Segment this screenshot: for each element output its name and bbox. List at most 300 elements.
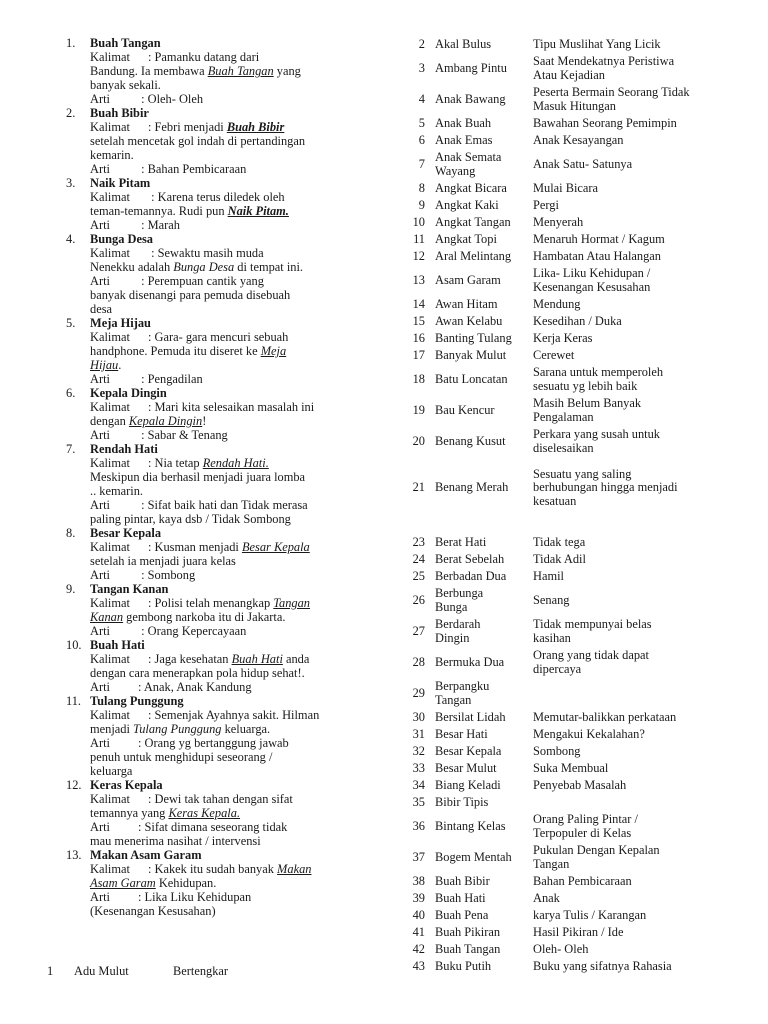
entry-title: Buah Bibir — [90, 106, 149, 120]
row-number: 28 — [412, 654, 425, 669]
entry-line — [90, 708, 380, 722]
entry-line — [90, 372, 380, 386]
row-meaning — [533, 728, 718, 742]
row-meaning — [533, 711, 718, 725]
row-number: 5 — [418, 115, 425, 130]
entry-text: yang — [273, 64, 301, 78]
entry-line — [90, 540, 380, 554]
row-number: 17 — [412, 347, 425, 362]
entry-title: Rendah Hati — [90, 442, 158, 456]
entry-text: gembong narkoba itu di Jakarta. — [123, 610, 286, 624]
entry-label: Arti — [90, 890, 110, 904]
row-meaning — [533, 943, 718, 957]
meaning-line: Menyerah — [533, 214, 584, 229]
term-line: Akal Bulus — [435, 36, 492, 51]
entry-text: di tempat ini. — [234, 260, 304, 274]
row-meaning — [533, 199, 718, 213]
row-meaning — [533, 468, 718, 509]
entry-label: Kalimat — [90, 246, 130, 260]
row-number: 6 — [418, 132, 425, 147]
row-number: 32 — [412, 743, 425, 758]
meaning-line: Pengalaman — [533, 409, 594, 424]
row-meaning — [533, 117, 718, 131]
entry-text: Bandung. Ia membawa — [90, 64, 208, 78]
meaning-line: dipercaya — [533, 661, 582, 676]
meaning-line: Atau Kejadian — [533, 67, 605, 82]
row-meaning — [533, 813, 718, 840]
entry-text: anda — [282, 652, 310, 666]
entry-line — [90, 148, 380, 162]
entry-label: Kalimat — [90, 120, 130, 134]
meaning-line: Kerja Keras — [533, 330, 593, 345]
row-number: 16 — [412, 330, 425, 345]
idiom-row — [400, 465, 768, 511]
entry-text: : Sabar & Tenang — [138, 428, 228, 442]
row-term — [435, 553, 531, 567]
row-term — [435, 93, 531, 107]
entry-text: : Orang yg bertanggung jawab — [138, 736, 289, 750]
entry-line — [90, 750, 380, 764]
term-line: Anak Emas — [435, 132, 493, 147]
entry-label: Kalimat — [90, 50, 130, 64]
term-line: Anak Semata — [435, 150, 502, 164]
entry-title: Bunga Desa — [90, 232, 153, 246]
idiom-row — [400, 330, 768, 347]
idiom-highlight: Bunga Desa — [173, 260, 235, 274]
entry-text: kemarin. — [90, 148, 134, 162]
row-number: 15 — [412, 313, 425, 328]
idiom-row — [400, 678, 768, 709]
entry-line — [90, 456, 380, 470]
entry-text: .. kemarin. — [90, 484, 143, 498]
row-term — [435, 117, 531, 131]
term-line: Benang Merah — [435, 480, 509, 495]
meaning-line: Mulai Bicara — [533, 180, 599, 195]
row-term — [435, 274, 531, 288]
idiom-row — [400, 197, 768, 214]
meaning-line: Anak Satu- Satunya — [533, 156, 633, 171]
entry-text: : Kakek itu sudah banyak — [148, 862, 278, 876]
idiom-table — [400, 36, 768, 975]
row-meaning — [533, 779, 718, 793]
entry-text: handphone. Pemuda itu diseret ke — [90, 344, 261, 358]
term-line: Tangan — [435, 692, 472, 707]
row-term — [435, 151, 531, 178]
idiom-row — [400, 647, 768, 678]
row-number: 27 — [412, 623, 425, 638]
meaning-line: Senang — [533, 592, 570, 607]
row-number: 31 — [412, 726, 425, 741]
row-meaning — [533, 267, 718, 294]
footer-row-meaning: Bertengkar — [173, 964, 229, 978]
meaning-line: Orang yang tidak dapat — [533, 648, 649, 662]
entry-title: Keras Kepala — [90, 778, 163, 792]
row-number: 12 — [412, 248, 425, 263]
entry-line — [90, 64, 380, 78]
entry-text: Kehidupan. — [155, 876, 217, 890]
term-line: Dingin — [435, 630, 470, 645]
entry-text: : Polisi telah menangkap — [148, 596, 274, 610]
meaning-line: Bahan Pembicaraan — [533, 873, 632, 888]
meaning-line: Bawahan Seorang Pemimpin — [533, 115, 677, 130]
entry-line — [90, 274, 380, 288]
entry-text: setelah mencetak gol indah di pertandingan — [90, 134, 306, 148]
row-term — [435, 680, 531, 707]
entry-number: 11. — [66, 694, 82, 708]
entry-line — [90, 568, 380, 582]
idiom-highlight: Hijau — [90, 358, 119, 372]
entry-text: : Gara- gara mencuri sebuah — [148, 330, 289, 344]
entry-line — [90, 904, 380, 918]
entry-line — [90, 134, 380, 148]
row-meaning — [533, 594, 718, 608]
entry-text: banyak sekali. — [90, 78, 161, 92]
entry-text: : Sifat dimana seseorang tidak — [138, 820, 288, 834]
term-line: Anak Buah — [435, 115, 492, 130]
entry-number: 9. — [66, 582, 76, 596]
term-line: Berdarah — [435, 617, 481, 631]
meaning-line: Sarana untuk memperoleh — [533, 365, 664, 379]
meaning-line: Masuk Hitungan — [533, 98, 616, 113]
term-line: Anak Bawang — [435, 91, 506, 106]
row-meaning — [533, 86, 718, 113]
term-line: Angkat Kaki — [435, 197, 499, 212]
entry-text: : Sombong — [138, 568, 196, 582]
entry-text: : Kusman menjadi — [148, 540, 242, 554]
idiom-row — [400, 53, 768, 84]
row-meaning — [533, 960, 718, 974]
term-line: Benang Kusut — [435, 433, 506, 448]
entry-line — [90, 890, 380, 904]
entry-line — [90, 498, 380, 512]
idiom-highlight: Buah Tangan — [207, 64, 274, 78]
entry-title: Kepala Dingin — [90, 386, 167, 400]
entry-line — [90, 246, 380, 260]
row-term — [435, 182, 531, 196]
idiom-example-entry — [0, 316, 380, 386]
idiom-highlight: Tangan — [273, 596, 310, 610]
meaning-line: Tidak tega — [533, 534, 586, 549]
row-meaning — [533, 250, 718, 264]
entry-line — [90, 736, 380, 750]
row-number: 42 — [412, 941, 425, 956]
meaning-line: Pukulan Dengan Kepalan — [533, 843, 660, 857]
meaning-line: Kesenangan Kesusahan — [533, 279, 651, 294]
row-meaning — [533, 182, 718, 196]
row-term — [435, 926, 531, 940]
idiom-row — [400, 743, 768, 760]
row-meaning — [533, 397, 718, 424]
entry-number: 12. — [66, 778, 82, 792]
idiom-row — [400, 132, 768, 149]
idiom-row — [400, 296, 768, 313]
entry-text: : Sifat baik hati dan Tidak merasa — [138, 498, 308, 512]
entry-line — [90, 806, 380, 820]
row-number: 37 — [412, 849, 425, 864]
row-term — [435, 332, 531, 346]
entry-text: dengan — [90, 414, 129, 428]
term-line: Berpangku — [435, 679, 490, 693]
idiom-row — [400, 313, 768, 330]
entry-label: Kalimat — [90, 652, 130, 666]
entry-label: Arti — [90, 274, 110, 288]
meaning-line: Anak Kesayangan — [533, 132, 624, 147]
row-term — [435, 943, 531, 957]
entry-text: setelah ia menjadi juara kelas — [90, 554, 236, 568]
entry-line — [90, 764, 380, 778]
row-number: 11 — [413, 231, 425, 246]
row-number: 19 — [412, 402, 425, 417]
term-line: Aral Melintang — [435, 248, 512, 263]
idiom-example-entry — [0, 232, 380, 316]
meaning-line: Perkara yang susah untuk — [533, 427, 660, 441]
idiom-row — [400, 248, 768, 265]
term-line: Asam Garam — [435, 272, 501, 287]
idiom-highlight: Rendah Hati. — [202, 456, 269, 470]
term-line: Bau Kencur — [435, 402, 495, 417]
meaning-line: sesuatu yg lebih baik — [533, 378, 638, 393]
entry-text: : Nia tetap — [148, 456, 203, 470]
row-number: 35 — [412, 794, 425, 809]
meaning-line: Orang Paling Pintar / — [533, 812, 638, 826]
entry-line — [90, 162, 380, 176]
entry-line — [90, 344, 380, 358]
row-meaning — [533, 926, 718, 940]
entry-label: Arti — [90, 736, 110, 750]
idiom-row — [400, 180, 768, 197]
entry-title: Buah Tangan — [90, 36, 161, 50]
entry-label: Kalimat — [90, 456, 130, 470]
row-number: 7 — [418, 156, 425, 171]
idiom-row — [400, 726, 768, 743]
idiom-highlight: Asam Garam — [90, 876, 156, 890]
idiom-highlight: Meja — [260, 344, 287, 358]
idiom-row — [400, 347, 768, 364]
row-meaning — [533, 649, 718, 676]
term-line: Berbunga — [435, 586, 484, 600]
entry-title: Meja Hijau — [90, 316, 151, 330]
row-term — [435, 373, 531, 387]
entry-line — [90, 302, 380, 316]
row-meaning — [533, 233, 718, 247]
meaning-line: berhubungan hingga menjadi — [533, 480, 678, 495]
row-meaning — [533, 134, 718, 148]
entry-text: Meskipun dia berhasil menjadi juara lomba — [90, 470, 306, 484]
idiom-row — [400, 149, 768, 180]
idiom-row — [400, 777, 768, 794]
meaning-line: Tipu Muslihat Yang Licik — [533, 36, 661, 51]
idiom-row — [400, 811, 768, 842]
row-number: 38 — [412, 873, 425, 888]
entry-title: Naik Pitam — [90, 176, 151, 190]
row-term — [435, 820, 531, 834]
row-term — [435, 435, 531, 449]
idiom-row — [400, 907, 768, 924]
row-term — [435, 250, 531, 264]
term-line: Wayang — [435, 163, 476, 178]
row-number: 30 — [412, 709, 425, 724]
entry-label: Arti — [90, 162, 110, 176]
idiom-example-entry — [0, 778, 380, 848]
idiom-highlight: Makan — [277, 862, 312, 876]
row-term — [435, 796, 531, 810]
row-meaning — [533, 349, 718, 363]
row-number: 9 — [418, 197, 425, 212]
row-term — [435, 233, 531, 247]
idiom-row — [400, 842, 768, 873]
row-meaning — [533, 315, 718, 329]
term-line: Angkat Tangan — [435, 214, 511, 229]
entry-label: Kalimat — [90, 596, 130, 610]
row-term — [435, 134, 531, 148]
term-line: Bersilat Lidah — [435, 709, 506, 724]
entry-line — [90, 652, 380, 666]
row-term — [435, 349, 531, 363]
entry-line — [90, 820, 380, 834]
entry-label: Arti — [90, 624, 110, 638]
entry-line — [90, 610, 380, 624]
footer-row-number: 1 — [47, 964, 54, 978]
entry-title: Tulang Punggung — [90, 694, 184, 708]
meaning-line: Hambatan Atau Halangan — [533, 248, 661, 263]
idiom-highlight: Keras Kepala. — [168, 806, 241, 820]
entry-number: 4. — [66, 232, 76, 246]
row-meaning — [533, 553, 718, 567]
entry-line — [90, 260, 380, 274]
row-number: 18 — [412, 371, 425, 386]
row-term — [435, 38, 531, 52]
entry-line — [90, 512, 380, 526]
entry-line — [90, 330, 380, 344]
entry-text: ! — [202, 414, 207, 428]
term-line: Berat Sebelah — [435, 551, 505, 566]
row-number: 10 — [412, 214, 425, 229]
term-line: Banyak Mulut — [435, 347, 507, 362]
idiom-highlight: Tulang Punggung — [133, 722, 222, 736]
row-term — [435, 851, 531, 865]
row-number: 41 — [412, 924, 425, 939]
row-meaning — [533, 745, 718, 759]
entry-number: 7. — [66, 442, 76, 456]
row-term — [435, 62, 531, 76]
entry-text: : Karena terus diledek oleh — [148, 190, 285, 204]
entry-label: Kalimat — [90, 540, 130, 554]
idiom-row — [400, 924, 768, 941]
entry-text: : Oleh- Oleh — [138, 92, 204, 106]
meaning-line: Peserta Bermain Seorang Tidak — [533, 85, 690, 99]
idiom-row — [400, 760, 768, 777]
row-term — [435, 711, 531, 725]
row-meaning — [533, 909, 718, 923]
entry-label: Arti — [90, 218, 110, 232]
idiom-highlight: Buah Hati — [231, 652, 283, 666]
idiom-row — [400, 231, 768, 248]
row-number: 23 — [412, 534, 425, 549]
entry-number: 1. — [66, 36, 76, 50]
entry-line — [90, 680, 380, 694]
meaning-line: Sombong — [533, 743, 581, 758]
entry-line — [90, 596, 380, 610]
entry-line — [90, 92, 380, 106]
idiom-example-entry — [0, 36, 380, 106]
idiom-row — [400, 214, 768, 231]
term-line: Ambang Pintu — [435, 60, 507, 75]
entry-text: : Pengadilan — [138, 372, 203, 386]
entry-title: Tangan Kanan — [90, 582, 169, 596]
row-meaning — [533, 38, 718, 52]
row-term — [435, 909, 531, 923]
idiom-highlight: Naik Pitam. — [227, 204, 289, 218]
entry-line — [90, 218, 380, 232]
entry-text: : Pamanku datang dari — [148, 50, 260, 64]
entry-number: 2. — [66, 106, 76, 120]
idiom-row — [400, 616, 768, 647]
entry-label: Arti — [90, 568, 110, 582]
row-term — [435, 570, 531, 584]
term-line: Bunga — [435, 599, 468, 614]
entry-text: : Marah — [138, 218, 180, 232]
idiom-row — [400, 890, 768, 907]
row-number: 34 — [412, 777, 425, 792]
entry-line — [90, 792, 380, 806]
entry-line — [90, 428, 380, 442]
entry-text: banyak disenangi para pemuda disebuah — [90, 288, 291, 302]
row-number: 13 — [412, 272, 425, 287]
term-line: Buah Hati — [435, 890, 486, 905]
idiom-example-entry — [0, 442, 380, 526]
entry-text: : Jaga kesehatan — [148, 652, 232, 666]
entry-text: mau menerima nasihat / intervensi — [90, 834, 261, 848]
term-line: Angkat Topi — [435, 231, 497, 246]
entry-line — [90, 834, 380, 848]
entry-number: 13. — [66, 848, 82, 862]
row-number: 24 — [412, 551, 425, 566]
entry-text: : Lika Liku Kehidupan — [138, 890, 252, 904]
row-number: 3 — [418, 60, 425, 75]
row-number: 8 — [418, 180, 425, 195]
meaning-line: Masih Belum Banyak — [533, 396, 642, 410]
idiom-highlight: Kanan — [90, 610, 124, 624]
entry-line — [90, 876, 380, 890]
footer-row — [0, 964, 400, 980]
term-line: Buah Tangan — [435, 941, 501, 956]
row-number: 33 — [412, 760, 425, 775]
row-term — [435, 779, 531, 793]
idiom-row — [400, 958, 768, 975]
entry-text: (Kesenangan Kesusahan) — [90, 904, 216, 918]
meaning-line: Oleh- Oleh — [533, 941, 589, 956]
idiom-row — [400, 794, 768, 811]
meaning-line: Buku yang sifatnya Rahasia — [533, 958, 672, 973]
idiom-example-entry — [0, 386, 380, 442]
entry-title: Buah Hati — [90, 638, 145, 652]
term-line: Buah Bibir — [435, 873, 490, 888]
row-meaning — [533, 892, 718, 906]
entry-line — [90, 358, 380, 372]
term-line: Buah Pena — [435, 907, 489, 922]
entry-text: : Perempuan cantik yang — [138, 274, 264, 288]
meaning-line: kesatuan — [533, 493, 577, 508]
meaning-line: Menaruh Hormat / Kagum — [533, 231, 665, 246]
row-number: 2 — [418, 36, 425, 51]
row-number: 20 — [412, 433, 425, 448]
row-term — [435, 298, 531, 312]
entry-label: Kalimat — [90, 862, 130, 876]
entry-line — [90, 288, 380, 302]
row-meaning — [533, 55, 718, 82]
term-line: Bibir Tipis — [435, 794, 489, 809]
row-term — [435, 199, 531, 213]
